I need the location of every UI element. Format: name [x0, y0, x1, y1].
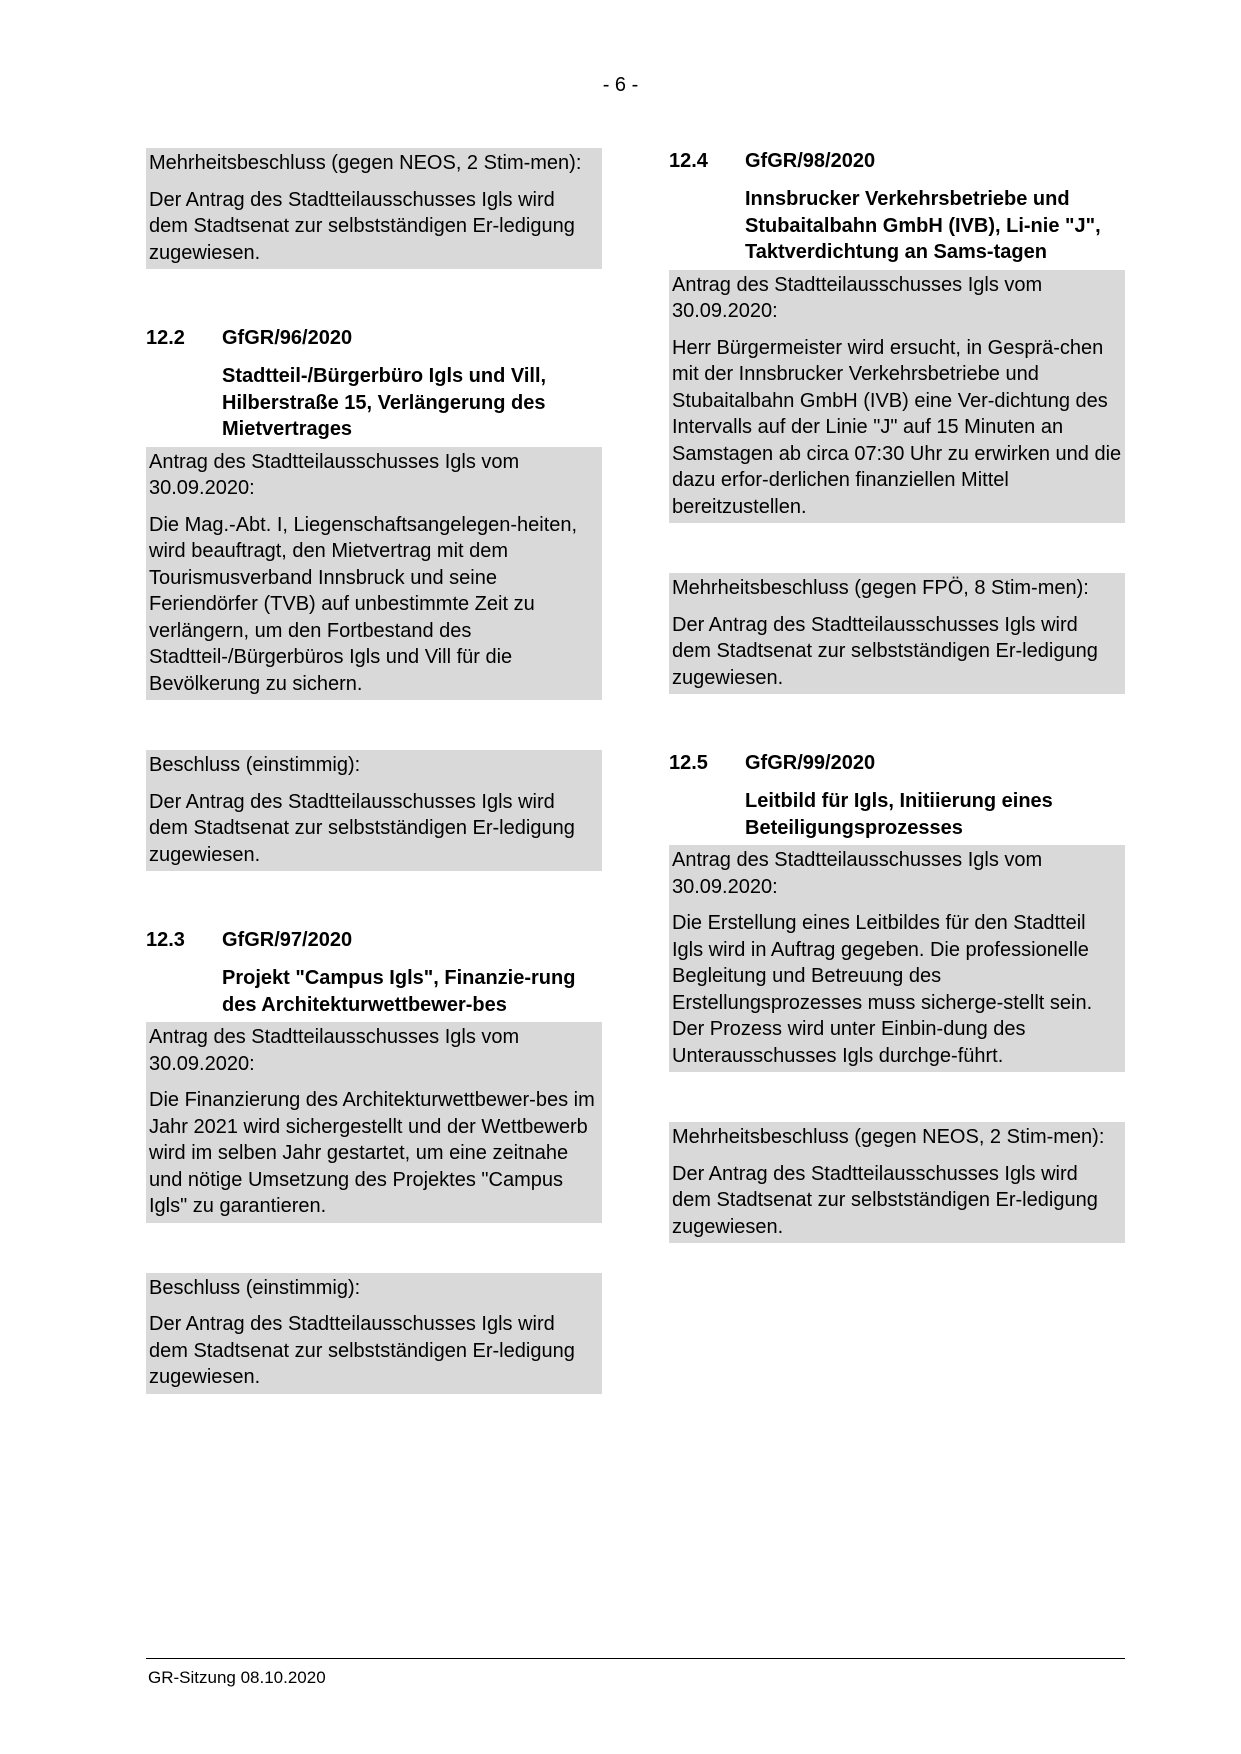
- decision-block: [146, 1273, 602, 1394]
- decision-text: Der Antrag des Stadtteilausschusses Igls wird dem Stadtsenat zur selbstständigen Er-ledigung zugewiesen.: [149, 1313, 575, 1388]
- item-number: 12.2: [146, 327, 185, 349]
- left-column: [146, 148, 602, 1394]
- item-code: GfGR/96/2020: [222, 327, 353, 349]
- motion-label: Antrag des Stadtteilausschusses Igls vom 30.09.2020:: [672, 849, 1043, 898]
- decision-label: Mehrheitsbeschluss (gegen NEOS, 2 Stim-men):: [149, 152, 582, 174]
- motion-label: Antrag des Stadtteilausschusses Igls vom 30.09.2020:: [149, 1026, 520, 1075]
- decision-block: [146, 750, 602, 871]
- item-code: GfGR/99/2020: [745, 752, 876, 774]
- item-number: 12.4: [669, 150, 708, 172]
- agenda-item-12-4: [669, 148, 1125, 694]
- item-title: Innsbrucker Verkehrsbetriebe und Stubaitalbahn GmbH (IVB), Li-nie "J", Taktverdichtung an Sams-tagen: [745, 188, 1101, 263]
- motion-label: Antrag des Stadtteilausschusses Igls vom 30.09.2020:: [672, 273, 1043, 322]
- right-column: [669, 148, 1125, 1243]
- motion-text: Die Finanzierung des Architekturwettbewer-bes im Jahr 2021 wird sichergestellt und der Wettbewerb wird im selben Jahr gestartet, um eine zeitnahe und nötige Umsetzung des Projektes "Campus Igls" zu garantieren.: [149, 1089, 595, 1217]
- agenda-item-12-2: [146, 325, 602, 871]
- item-title: Projekt "Campus Igls", Finanzie-rung des Architekturwettbewer-bes: [222, 967, 576, 1016]
- agenda-item-12-3: [146, 927, 602, 1394]
- decision-label: Mehrheitsbeschluss (gegen NEOS, 2 Stim-men):: [672, 1126, 1105, 1148]
- decision-label: Beschluss (einstimmig):: [149, 1276, 361, 1299]
- motion-text: Die Erstellung eines Leitbildes für den Stadtteil Igls wird in Auftrag gegeben. Die professionelle Begleitung und Betreuung des Erstellungsprozesses muss sicherge-stellt sein. Der Prozess wird unter Einbin-dung des Unterausschusses Igls durchge-führt.: [672, 912, 1093, 1067]
- agenda-item-12-5: [669, 750, 1125, 1243]
- decision-text: Der Antrag des Stadtteilausschusses Igls wird dem Stadtsenat zur selbstständigen Er-ledigung zugewiesen.: [672, 1162, 1098, 1238]
- item-number: 12.5: [669, 752, 708, 774]
- motion-block: [669, 845, 1125, 1072]
- decision-text: Der Antrag des Stadtteilausschusses Igls wird dem Stadtsenat zur selbstständigen Er-ledigung zugewiesen.: [149, 188, 575, 264]
- decision-block: [146, 148, 602, 269]
- item-title: Leitbild für Igls, Initiierung eines Beteiligungsprozesses: [745, 790, 1053, 839]
- footer-text: GR-Sitzung 08.10.2020: [148, 1668, 326, 1687]
- motion-block: [669, 270, 1125, 524]
- decision-block: [669, 1122, 1125, 1243]
- item-title: Stadtteil-/Bürgerbüro Igls und Vill, Hilberstraße 15, Verlängerung des Mietvertrages: [222, 365, 547, 440]
- decision-label: Beschluss (einstimmig):: [149, 754, 361, 776]
- page-number: - 6 -: [602, 74, 639, 96]
- motion-label: Antrag des Stadtteilausschusses Igls vom 30.09.2020:: [149, 450, 520, 499]
- decision-text: Der Antrag des Stadtteilausschusses Igls wird dem Stadtsenat zur selbstständigen Er-ledigung zugewiesen.: [672, 613, 1098, 689]
- footer-divider: [146, 1658, 1125, 1659]
- motion-block: [146, 1022, 602, 1223]
- motion-text: Die Mag.-Abt. I, Liegenschaftsangelegen-heiten, wird beauftragt, den Mietvertrag mit dem Tourismusverband Innsbruck und seine Feriendörfer (TVB) auf unbestimmte Zeit zu verlängern, um den Fortbestand des Stadtteil-/Bürgerbüros Igls und Vill für die Bevölkerung zu sichern.: [149, 513, 578, 695]
- motion-block: [146, 447, 602, 701]
- motion-text: Herr Bürgermeister wird ersucht, in Gesprä-chen mit der Innsbrucker Verkehrsbetriebe und Stubaitalbahn GmbH (IVB) eine Ver-dichtung des Intervalls auf der Linie "J" auf 15 Minuten an Samstagen ab circa 07:30 Uhr zu erwirken und die dazu erfor-derlichen finanziellen Mittel bereitzustellen.: [672, 336, 1122, 518]
- decision-label: Mehrheitsbeschluss (gegen FPÖ, 8 Stim-men):: [672, 577, 1089, 599]
- item-number: 12.3: [146, 929, 185, 951]
- decision-block: [669, 573, 1125, 694]
- item-code: GfGR/98/2020: [745, 150, 876, 172]
- decision-text: Der Antrag des Stadtteilausschusses Igls wird dem Stadtsenat zur selbstständigen Er-ledigung zugewiesen.: [149, 790, 575, 866]
- item-code: GfGR/97/2020: [222, 929, 353, 951]
